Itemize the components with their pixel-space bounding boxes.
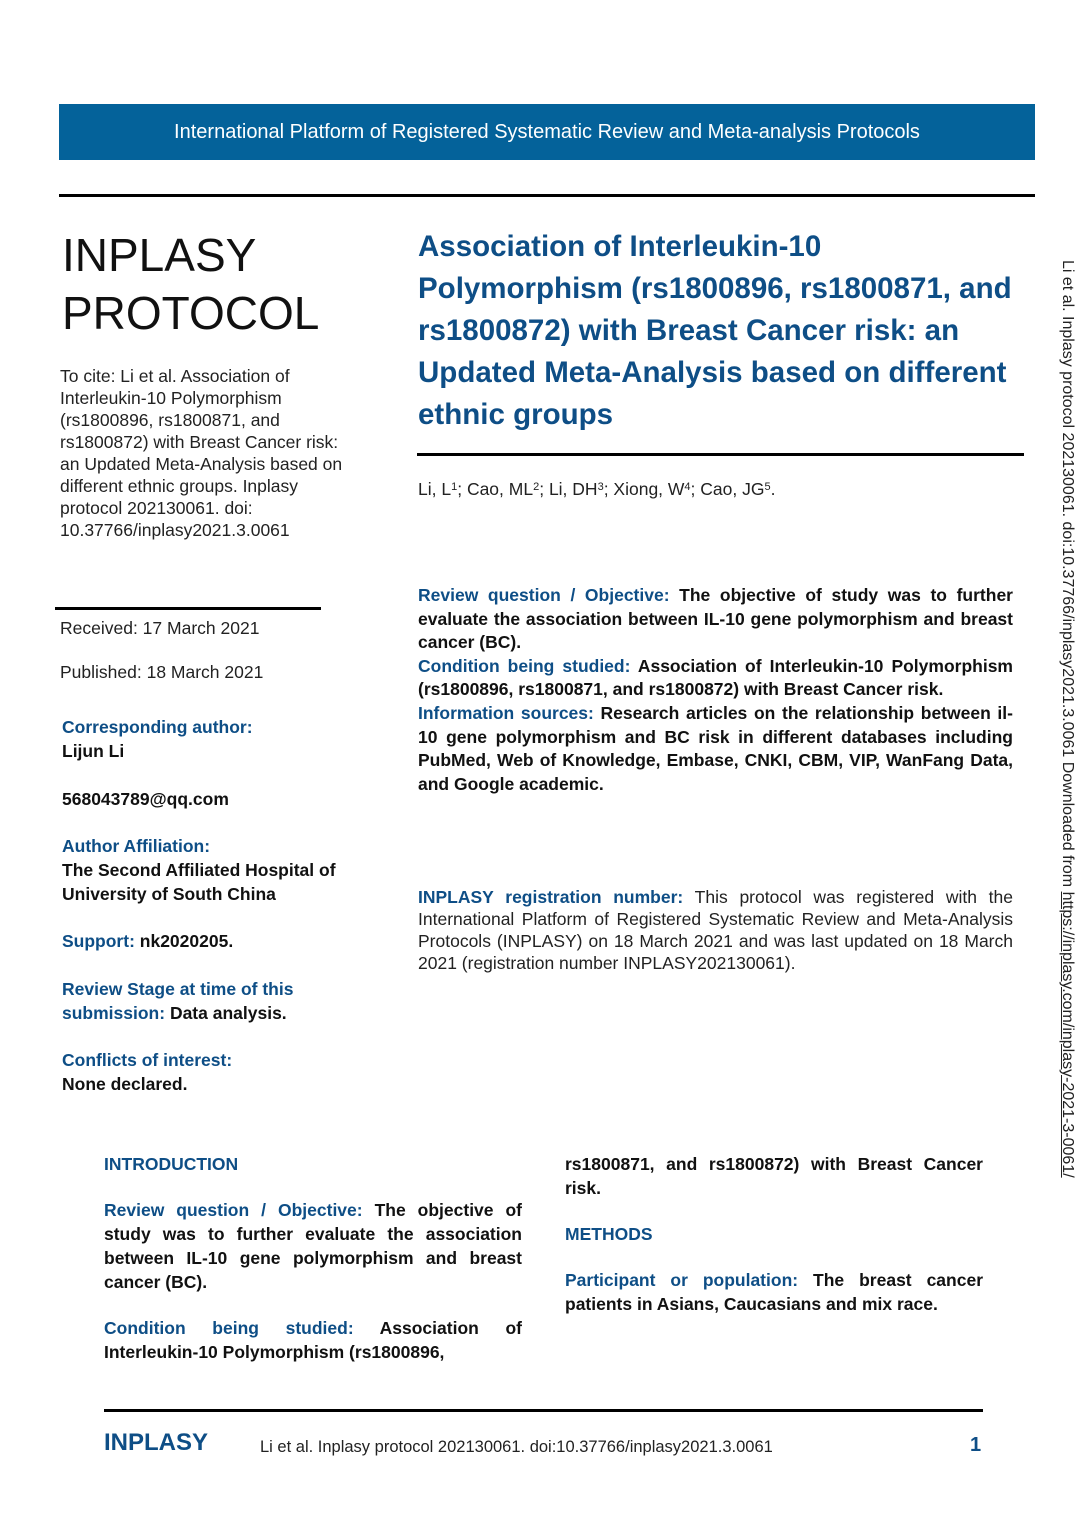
- support-value: nk2020205.: [134, 931, 234, 951]
- side-citation-text: Li et al. Inplasy protocol 202130061. doi:10.37766/inplasy2021.3.0061 Downloaded from: [1059, 260, 1076, 892]
- footer-divider: [104, 1409, 983, 1412]
- body-participant: [565, 1268, 983, 1316]
- body-participant-label: Participant or population:: [565, 1270, 799, 1290]
- sidebar-divider: [55, 607, 321, 610]
- paper-title: Association of Interleukin-10 Polymorphism (rs1800896, rs1800871, and rs1800872) with Breast Cancer risk: an Updated Meta-Analysis based on different ethnic groups: [418, 230, 1012, 431]
- brand-title: [62, 226, 319, 342]
- support-block: [62, 929, 362, 953]
- conflicts-label: Conflicts of interest:: [62, 1050, 233, 1070]
- corresponding-author-label: Corresponding author:: [62, 717, 253, 737]
- author: Li, $DH^3$;: [548, 479, 614, 499]
- abstract-sources-label: Information sources:: [418, 702, 594, 723]
- brand-line-2: PROTOCOL: [62, 287, 320, 339]
- body-objective-label: Review question / Objective:: [104, 1200, 363, 1220]
- body-column-right: [565, 1152, 983, 1338]
- abstract-objective-label: Review question / Objective:: [418, 585, 670, 605]
- author: Cao, $ML^2$;: [466, 479, 549, 499]
- review-stage-value: Data analysis.: [165, 1003, 287, 1023]
- review-stage-label: Review Stage at time of this submission:: [62, 979, 294, 1023]
- author-email[interactable]: 568043789@qq.com: [62, 789, 229, 809]
- body-condition: [104, 1316, 522, 1364]
- abstract-objective: [418, 584, 1013, 655]
- brand-line-1: INPLASY: [62, 229, 257, 281]
- introduction-heading: INTRODUCTION: [104, 1154, 239, 1174]
- title-divider: [417, 453, 1024, 456]
- methods-heading: METHODS: [565, 1224, 653, 1244]
- footer-citation: Li et al. Inplasy protocol 202130061. doi:10.37766/inplasy2021.3.0061: [260, 1438, 773, 1456]
- top-divider: [59, 194, 1035, 197]
- conflicts-value: None declared.: [62, 1074, 188, 1094]
- body-column-left: [104, 1152, 522, 1386]
- author: Xiong, $W^4$;: [613, 479, 701, 499]
- registration-info: [418, 886, 1013, 974]
- review-stage-block: [62, 977, 362, 1025]
- body-objective: [104, 1198, 522, 1294]
- body-objective-text: The objective of study was to further evaluate the association between IL-10 gene polymorphism and breast cancer (BC).: [104, 1200, 522, 1292]
- abstract-condition-label: Condition being studied:: [418, 655, 631, 676]
- received-date: Received: 17 March 2021: [60, 618, 260, 638]
- affiliation-label: Author Affiliation:: [62, 836, 211, 856]
- download-link[interactable]: https://inplasy.com/inplasy-2021-3-0061/: [1059, 891, 1076, 1178]
- body-condition-label: Condition being studied:: [104, 1318, 354, 1338]
- affiliation-value: The Second Affiliated Hospital of University of South China: [62, 860, 336, 904]
- banner-text: International Platform of Registered Systematic Review and Meta-analysis Protocols: [174, 120, 920, 143]
- conflicts-block: [62, 1048, 362, 1096]
- corresponding-author-name: Lijun Li: [62, 741, 125, 761]
- abstract-sources-text: Research articles on the relationship between il-10 gene polymorphism and BC risk in different databases including PubMed, Web of Knowledge, Embase, CNKI, CBM, VIP, WanFang Data, and Google academic.: [418, 702, 1013, 794]
- body-condition-text: Association of Interleukin-10 Polymorphism (rs1800896,: [104, 1318, 522, 1362]
- abstract-sources: [418, 702, 1013, 796]
- published-date: Published: 18 March 2021: [60, 662, 264, 682]
- registration-label: INPLASY registration number:: [418, 887, 684, 907]
- abstract-objective-text: The objective of study was to further evaluate the association between IL-10 gene polymorphism and breast cancer (BC).: [418, 585, 1013, 653]
- side-citation: [1058, 260, 1076, 1178]
- author-list: [418, 479, 775, 500]
- body-condition-continued: rs1800871, and rs1800872) with Breast Cancer risk.: [565, 1154, 983, 1198]
- page-number: 1: [970, 1434, 982, 1456]
- affiliation-block: [62, 834, 362, 906]
- footer-brand: INPLASY: [104, 1429, 209, 1456]
- abstract-condition-text: Association of Interleukin-10 Polymorphism (rs1800896, rs1800871, and rs1800872) with Breast Cancer risk.: [418, 655, 1013, 700]
- citation-text: To cite: Li et al. Association of Interleukin-10 Polymorphism (rs1800896, rs1800871, and rs1800872) with Breast Cancer risk: an Updated Meta-Analysis based on different ethnic groups. Inplasy protocol 202130061. doi: 10.37766/inplasy2021.3.0061: [60, 366, 343, 540]
- corresponding-author-block: [62, 715, 362, 763]
- author: Li, $L^1$;: [418, 479, 467, 499]
- abstract-condition: [418, 655, 1013, 702]
- abstract-summary: [418, 584, 1013, 796]
- platform-banner: [59, 104, 1035, 160]
- registration-text: This protocol was registered with the International Platform of Registered Systematic Review and Meta-Analysis Protocols (INPLASY) on 18 March 2021 and was last updated on 18 March 2021 (registration number INPLASY202130061).: [418, 887, 1013, 973]
- support-label: Support:: [62, 931, 135, 951]
- author: Cao, $JG^5$.: [700, 479, 776, 499]
- body-participant-text: The breast cancer patients in Asians, Caucasians and mix race.: [565, 1270, 984, 1314]
